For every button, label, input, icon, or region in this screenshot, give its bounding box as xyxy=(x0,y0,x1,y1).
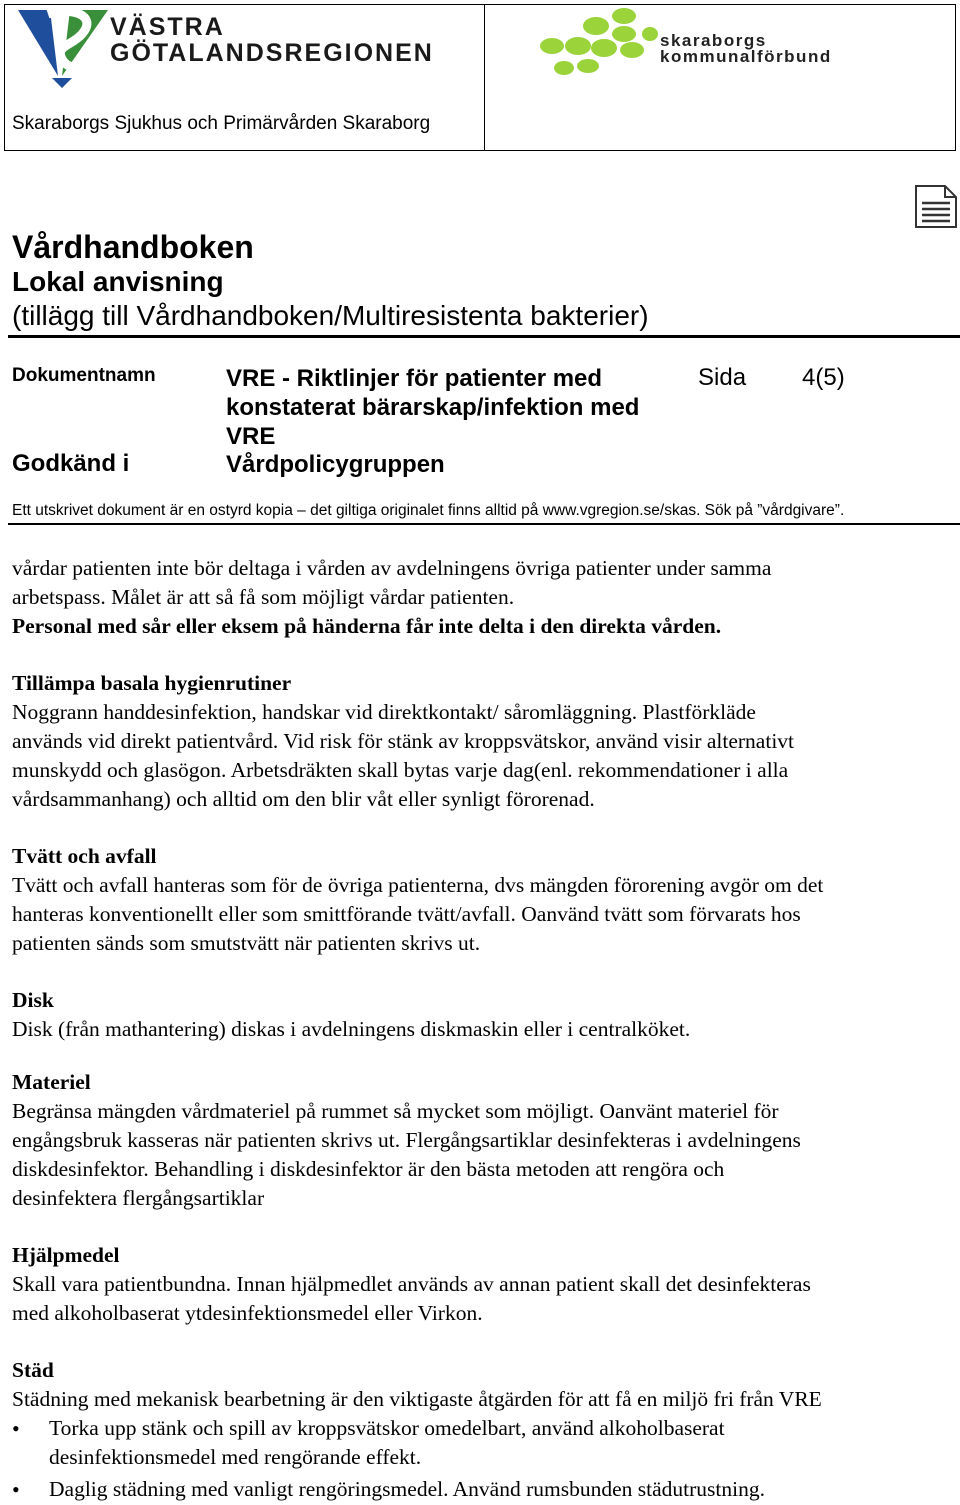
section-line: engångsbruk kasseras när patienten skrivs ut. Flergångsartiklar desinfekteras i avdelningens xyxy=(12,1128,801,1152)
org-name: Skaraborgs Sjukhus och Primärvården Skaraborg xyxy=(12,113,431,134)
list-item: • Daglig städning med vanligt rengöringsmedel. Använd rumsbunden städutrustning. xyxy=(12,1475,957,1504)
section-heading: Disk xyxy=(12,988,54,1012)
doc-name-value: VRE - Riktlinjer för patienter med konstaterat bärarskap/infektion med VRE xyxy=(226,365,640,450)
document-body xyxy=(12,554,957,1504)
section-line: används vid direkt patientvård. Vid risk för stänk av kroppsvätskor, använd visir alternativt xyxy=(12,729,795,753)
section-line: Tvätt och avfall hanteras som för de övriga patienterna, dvs mängden förorening avgör om det xyxy=(12,873,824,897)
title-rule xyxy=(8,335,960,338)
disclaimer-rule xyxy=(8,523,960,525)
intro-line: arbetspass. Målet är att så få som möjligt vårdar patienten. xyxy=(12,585,515,609)
document-icon[interactable] xyxy=(913,183,959,229)
disclaimer: Ett utskrivet dokument är en ostyrd kopia – det giltiga originalet finns alltid på www.vgregion.se/skas. Sök på ”vårdgivare”. xyxy=(12,502,845,519)
page-subtitle: Lokal anvisning xyxy=(12,266,224,297)
section-heading: Tvätt och avfall xyxy=(12,844,157,868)
page-number: 4(5) xyxy=(802,364,845,391)
section-line: vårdsammanhang) och alltid om den blir våt eller synligt förorenad. xyxy=(12,787,595,811)
section-heading: Materiel xyxy=(12,1070,91,1094)
vgr-logo-text: VÄSTRA GÖTALANDSREGIONEN xyxy=(110,13,434,67)
section-line: Städning med mekanisk bearbetning är den viktigaste åtgärden för att få en miljö fri från VRE xyxy=(12,1387,822,1411)
doc-name-label: Dokumentnamn xyxy=(12,365,156,386)
list-item: • Torka upp stänk och spill av kroppsvätskor omedelbart, använd alkoholbaserat desinfektionsmedel med rengörande effekt. xyxy=(12,1414,957,1472)
page-title: Vårdhandboken xyxy=(12,229,254,265)
section-line: desinfektera flergångsartiklar xyxy=(12,1186,265,1210)
section-line: med alkoholbaserat ytdesinfektionsmedel eller Virkon. xyxy=(12,1301,483,1325)
skas-logo xyxy=(538,6,658,80)
section-line: Begränsa mängden vårdmateriel på rummet så mycket som möjligt. Oanvänt materiel för xyxy=(12,1099,779,1123)
section-line: hanteras konventionellt eller som smittförande tvätt/avfall. Oanvänd tvätt som förvarats hos xyxy=(12,902,801,926)
section-line: Disk (från mathantering) diskas i avdelningens diskmaskin eller i centralköket. xyxy=(12,1017,691,1041)
page-subtitle-note: (tillägg till Vårdhandboken/Multiresistenta bakterier) xyxy=(12,300,649,331)
header-divider xyxy=(484,4,485,151)
title-block xyxy=(12,228,649,334)
page-label: Sida xyxy=(698,364,747,391)
intro-line: vårdar patienten inte bör deltaga i vården av avdelningens övriga patienter under samma xyxy=(12,556,772,580)
vgr-logo xyxy=(12,6,112,88)
skas-logo-text: skaraborgs kommunalförbund xyxy=(660,31,832,66)
bullet-list xyxy=(12,1414,957,1504)
section-line: munskydd och glasögon. Arbetsdräkten skall bytas varje dag(enl. rekommendationer i alla xyxy=(12,758,789,782)
section-line: patienten sänds som smutstvätt när patienten skrivs ut. xyxy=(12,931,481,955)
section-heading: Städ xyxy=(12,1358,54,1382)
approved-value: Vårdpolicygruppen xyxy=(226,451,445,478)
approved-label: Godkänd i xyxy=(12,450,130,477)
intro-warning: Personal med sår eller eksem på händerna får inte delta i den direkta vården. xyxy=(12,614,722,638)
section-line: Skall vara patientbundna. Innan hjälpmedlet används av annan patient skall det desinfekteras xyxy=(12,1272,811,1296)
section-heading: Tillämpa basala hygienrutiner xyxy=(12,671,292,695)
section-line: Noggrann handdesinfektion, handskar vid direktkontakt/ såromläggning. Plastförkläde xyxy=(12,700,756,724)
section-line: diskdesinfektor. Behandling i diskdesinfektor är den bästa metoden att rengöra och xyxy=(12,1157,725,1181)
section-heading: Hjälpmedel xyxy=(12,1243,120,1267)
